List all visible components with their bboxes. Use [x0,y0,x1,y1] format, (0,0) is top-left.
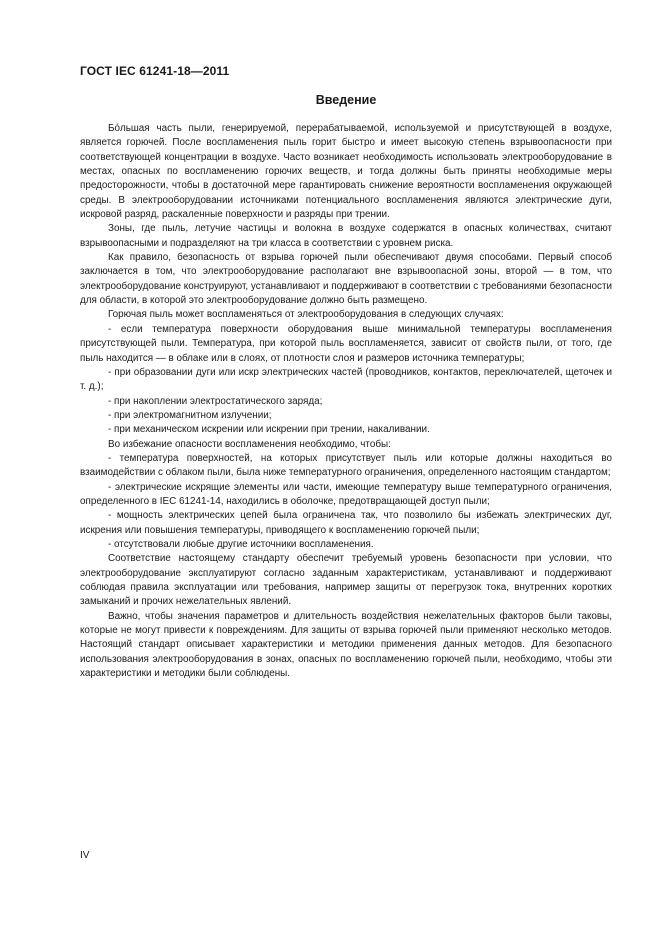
paragraph: Соответствие настоящему стандарту обеспечит требуемый уровень безопасности при условии, что электрооборудование эксплуатируют согласно заданным характеристикам, устанавливают и поддерживают соблюдая правила эксплуатации или требования, например защиты от перегрузок тока, внутренних коротких замыканий и прочих нежелательных явлений. [80,553,612,608]
paragraph: Бóльшая часть пыли, генерируемой, перерабатываемой, используемой и присутствующей в воздухе, является горючей. После воспламенения пыль горит быстро и имеет высокую степень взрывоопасности при соответствующей концентрации в воздухе. Часто возникает необходимость использовать электрооборудование в местах, опасных по воспламенению горючих веществ, и тогда должны быть приняты необходимые меры предосторожности, чтобы в достаточной мере гарантировать снижение вероятности воспламенения окружающей среды. В электрооборудовании источниками потенциального воспламенения являются электрические дуги, искровой разряд, раскаленные поверхности и разряды при трении. [80,123,612,221]
list-item: - при электромагнитном излучении; [108,409,272,421]
paragraph: Зоны, где пыль, летучие частицы и волокна в воздухе содержатся в опасных количествах, считают взрывоопасными и подразделяют на три класса в соответствии с уровнем риска. [80,223,612,249]
page-number: IV [80,850,90,861]
section-title: Введение [315,93,377,107]
list-item: - отсутствовали любые другие источники воспламенения. [108,538,374,550]
list-item: - если температура поверхности оборудования выше минимальной температуры воспламенения присутствующей пыли. Температура, при которой пыль воспламеняется, зависит от свойств пыли, от того, где пыль находится — в облаке или в слоях, от плотности слоя и размеров источника температуры; [80,323,612,364]
list-item: - электрические искрящие элементы или части, имеющие температуру выше температурного ограничения, определенного в IEC 61241-14, находились в оболочке, предотвращающей доступ пыли; [80,481,612,507]
document-header: ГОСТ IEC 61241-18—2011 [80,64,230,78]
paragraph: Во избежание опасности воспламенения необходимо, чтобы: [108,438,391,450]
paragraph: Важно, чтобы значения параметров и длительность воздействия нежелательных факторов были таковы, которые не могут привести к повреждениям. Для защиты от взрыва горючей пыли применяют несколько методов. Настоящий стандарт описывает характеристики и методики применения данных методов. Для безопасного использования электрооборудования в зонах, опасных по воспламенению горючей пыли, необходимо, чтобы эти характеристики и методики были соблюдены. [80,610,612,680]
document-body [80,122,612,681]
list-item: - при механическом искрении или искрении при трении, накаливании. [108,424,430,436]
list-item: - мощность электрических цепей была ограничена так, что позволило бы избежать электрических дуг, искрения или повышения температуры, приводящего к воспламенению горючей пыли; [80,510,612,536]
paragraph: Как правило, безопасность от взрыва горючей пыли обеспечивают двумя способами. Первый способ заключается в том, что электрооборудование располагают вне взрывоопасной зоны, второй — в том, что электрооборудование конструируют, устанавливают и поддерживают в соответствии с требованиями безопасности для области, в которой это электрооборудование должно быть размещено. [80,252,612,307]
list-item: - температура поверхностей, на которых присутствует пыль или которые должны находиться во взаимодействии с облаком пыли, была ниже температурного ограничения, определенного настоящим стандартом; [80,452,612,479]
list-item: - при накоплении электростатического заряда; [108,395,323,407]
list-item: - при образовании дуги или искр электрических частей (проводников, контактов, переключателей, щеточек и т. д.); [80,366,612,393]
paragraph: Горючая пыль может воспламеняться от электрооборудования в следующих случаях: [108,309,504,321]
